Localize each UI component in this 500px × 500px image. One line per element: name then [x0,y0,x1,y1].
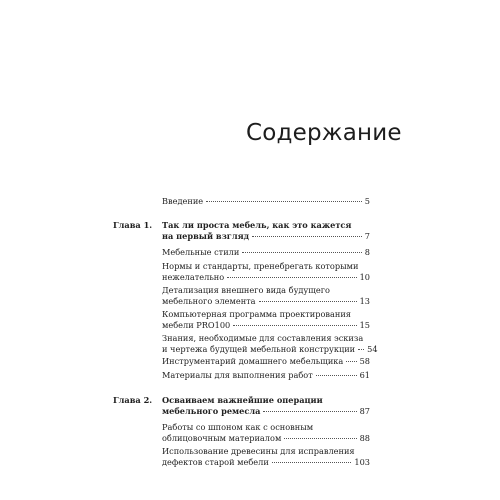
dot-leader [272,462,352,463]
toc-entry-section[interactable] [162,422,370,443]
toc-entry-label: Мебельные стили [162,247,240,257]
dot-leader [259,301,357,302]
toc-entry-section[interactable] [162,261,370,282]
toc-entry-label-line-1: Работы со шпоном как с основным [162,422,314,432]
toc-entry-chapter-1[interactable] [162,220,370,241]
chapter-1-title-line-1: Так ли проста мебель, как это кажется [162,220,352,230]
page-number: 10 [359,271,370,282]
dot-leader [233,325,356,326]
toc-entry-label-line-1: Компьютерная программа проектирования [162,309,351,319]
chapter-1-title-line-2: на первый взгляд [162,230,250,241]
toc-entry-intro[interactable] [162,196,370,207]
toc-entry-label-line-2: нежелательно [162,271,225,282]
toc-entry-section[interactable] [162,309,370,330]
toc-entry-label: Материалы для выполнения работ [162,370,313,380]
toc-entry-label-line-2: дефектов старой мебели [162,456,269,467]
toc-entry-label-line-2: мебели PRO100 [162,319,231,330]
chapter-2-label: Глава 2. [113,395,153,405]
toc-entry-section[interactable] [162,356,370,367]
toc-entry-label: Инструментарий домашнего мебельщика [162,356,344,366]
page-number: 13 [359,295,370,306]
toc-entry-section[interactable] [162,333,378,354]
page-number: 15 [359,319,370,330]
toc-entry-label-line-1: Использование древесины для исправления [162,446,355,456]
toc-entry-label-line-2: мебельного элемента [162,295,256,306]
toc-entry-label-line-1: Знания, необходимые для составления эскиза [162,333,364,343]
toc-entry-label-line-1: Нормы и стандарты, пренебрегать которыми [162,261,359,271]
toc-entry-label-line-1: Детализация внешнего вида будущего [162,285,330,295]
dot-leader [346,361,356,362]
page-number: 58 [359,356,370,366]
dot-leader [316,375,357,376]
dot-leader [242,252,361,253]
page-number: 87 [359,405,370,416]
page-number: 61 [359,370,370,380]
page-number: 8 [364,247,370,257]
toc-entry-section[interactable] [162,247,370,258]
page-title: Содержание [246,120,402,146]
toc-entry-label: Введение [162,196,204,206]
toc-entry-chapter-2[interactable] [162,395,370,416]
page-number: 54 [367,343,378,354]
page-number: 5 [364,196,370,206]
toc-entry-label-line-2: облицовочным материалом [162,432,282,443]
page-number: 103 [354,456,370,467]
dot-leader [284,438,356,439]
dot-leader [227,277,356,278]
page-number: 88 [359,432,370,443]
toc-entry-label-line-2: и чертежа будущей мебельной конструкции [162,343,356,354]
toc-entry-section[interactable] [162,370,370,381]
chapter-2-title-line-2: мебельного ремесла [162,405,261,416]
dot-leader [252,236,362,237]
toc-entry-section[interactable] [162,285,370,306]
dot-leader [358,349,364,350]
toc-entry-section[interactable] [162,446,370,467]
chapter-1-label: Глава 1. [113,220,153,230]
dot-leader [263,411,356,412]
dot-leader [206,201,362,202]
page-number: 7 [364,230,370,241]
chapter-2-title-line-1: Осваиваем важнейшие операции [162,395,323,405]
